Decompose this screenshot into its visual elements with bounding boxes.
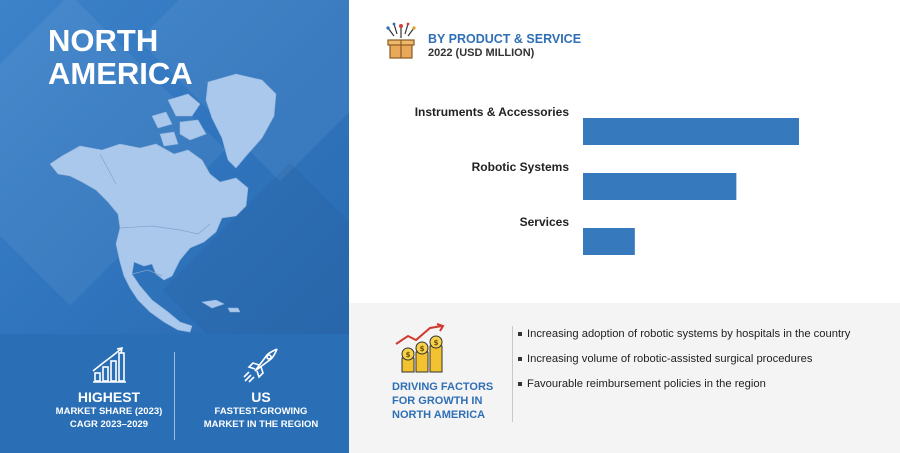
- category-label: Services: [519, 215, 569, 229]
- bar-chart: [349, 80, 900, 280]
- stat-fastest-growing: [196, 345, 326, 431]
- stat-left-headline: HIGHEST: [77, 389, 141, 405]
- bar-robotic-systems: [583, 173, 736, 200]
- svg-text:$: $: [405, 351, 411, 359]
- stats-divider: [174, 352, 175, 440]
- chart-header-icon-wrap: [384, 22, 418, 65]
- stat-right-line2: MARKET IN THE REGION: [203, 419, 319, 430]
- north-america-map: [40, 64, 320, 334]
- stat-right-line1: FASTEST-GROWING: [214, 406, 308, 417]
- drivers-title-line3: NORTH AMERICA: [392, 409, 486, 421]
- bullet-icon: [518, 357, 522, 361]
- bullet-icon: [518, 332, 522, 336]
- stat-left-line1: MARKET SHARE (2023): [55, 406, 163, 417]
- svg-text:$: $: [433, 339, 439, 347]
- bar-services: [583, 228, 635, 255]
- driver-item-text: Increasing adoption of robotic systems by hospitals in the country: [527, 328, 851, 340]
- drivers-title: [392, 380, 502, 422]
- svg-text:$: $: [419, 345, 425, 353]
- bar-growth-icon: [89, 345, 129, 385]
- category-label: Robotic Systems: [471, 160, 569, 174]
- stat-right-headline: US: [251, 389, 271, 405]
- drivers-icon-wrap: [392, 322, 452, 381]
- drivers-list: [518, 326, 878, 401]
- driver-item: [518, 326, 878, 342]
- driver-item: [518, 376, 878, 392]
- drivers-title-line2: FOR GROWTH IN: [392, 395, 483, 407]
- category-label: Instruments & Accessories: [414, 105, 569, 119]
- coins-growth-icon: [392, 322, 452, 376]
- bullet-icon: [518, 382, 522, 386]
- north-america-map-icon: [40, 64, 320, 334]
- gift-box-icon: [384, 22, 418, 60]
- chart-title: BY PRODUCT & SERVICE: [428, 32, 582, 46]
- region-title-line2: AMERICA: [48, 56, 193, 91]
- drivers-title-line1: DRIVING FACTORS: [392, 381, 494, 393]
- chart-subtitle: 2022 (USD MILLION): [428, 47, 535, 59]
- driver-item-text: Favourable reimbursement policies in the region: [527, 378, 766, 390]
- driver-item-text: Increasing volume of robotic-assisted surgical procedures: [527, 353, 813, 365]
- stat-highest-market-share: [44, 345, 174, 431]
- stat-left-line2: CAGR 2023–2029: [69, 419, 149, 430]
- region-title-line1: NORTH: [48, 23, 159, 58]
- rocket-icon: [241, 345, 281, 385]
- driver-item: [518, 351, 878, 367]
- drivers-divider: [512, 326, 513, 422]
- bar-instruments-accessories: [583, 118, 799, 145]
